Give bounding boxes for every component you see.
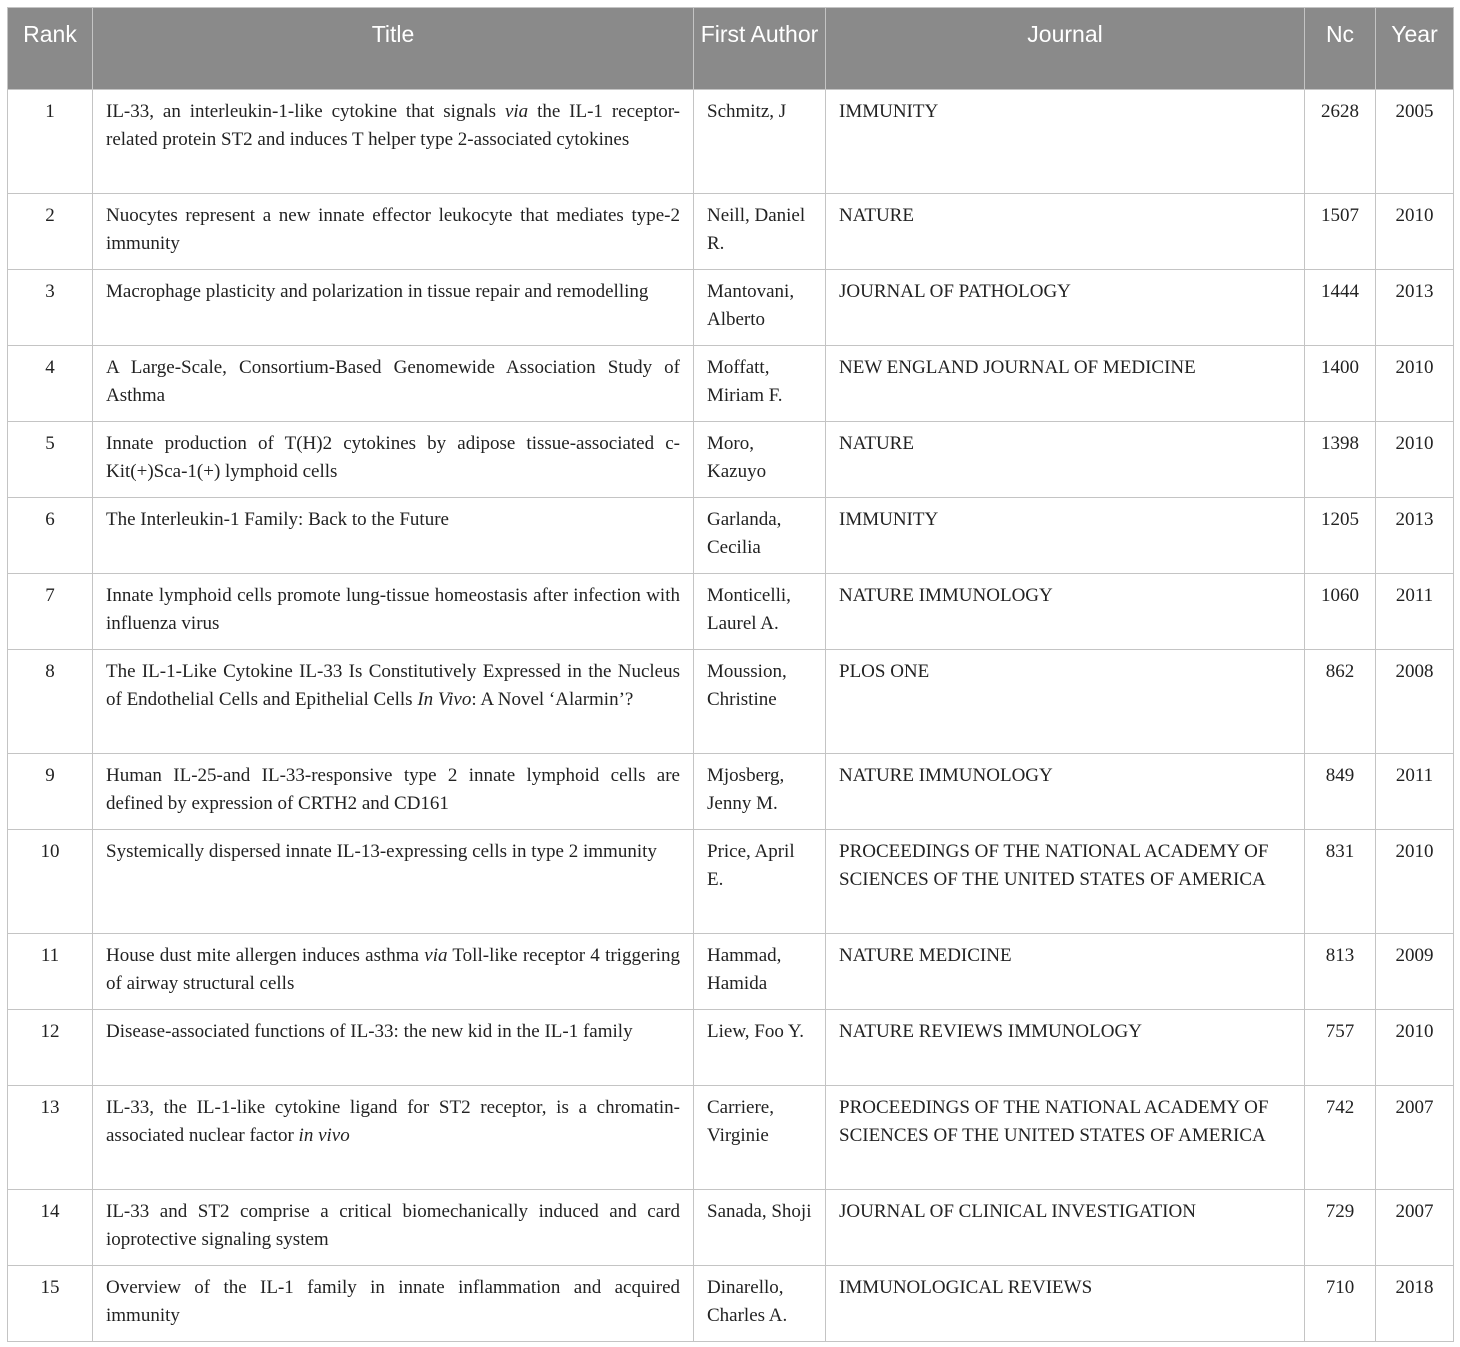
- cell-title: [93, 754, 694, 830]
- cell-nc: 2628: [1305, 90, 1376, 194]
- title-segment: Innate production of T(H)2 cytokines by adipose tissue-associated c-Kit(+)Sca-1(+) lymphoid cells: [106, 433, 680, 482]
- cell-rank: 2: [8, 194, 93, 270]
- cell-year: 2011: [1376, 754, 1454, 830]
- cell-first-author: Monticelli, Laurel A.: [694, 574, 826, 650]
- cell-first-author: Hammad, Hamida: [694, 934, 826, 1010]
- title-segment: the IL-1 receptor-related protein ST2 and induces T helper type 2-associated cytokines: [106, 101, 681, 150]
- cell-journal: NATURE: [826, 422, 1305, 498]
- cell-year: 2010: [1376, 830, 1454, 934]
- title-segment: : A Novel ‘Alarmin’?: [471, 689, 634, 710]
- table-row: [8, 1190, 1454, 1266]
- cell-nc: 813: [1305, 934, 1376, 1010]
- table-row: [8, 270, 1454, 346]
- title-segment: House dust mite allergen induces asthma: [106, 945, 425, 966]
- cell-year: 2007: [1376, 1190, 1454, 1266]
- cell-title: [93, 574, 694, 650]
- table-row: [8, 574, 1454, 650]
- table-body: [8, 90, 1454, 1342]
- table-row: [8, 346, 1454, 422]
- cell-year: 2010: [1376, 346, 1454, 422]
- citations-table: [7, 7, 1454, 1342]
- cell-title: [93, 650, 694, 754]
- cell-journal: JOURNAL OF PATHOLOGY: [826, 270, 1305, 346]
- table-row: [8, 650, 1454, 754]
- cell-rank: 11: [8, 934, 93, 1010]
- cell-rank: 3: [8, 270, 93, 346]
- cell-nc: 710: [1305, 1266, 1376, 1342]
- cell-journal: PROCEEDINGS OF THE NATIONAL ACADEMY OF SCIENCES OF THE UNITED STATES OF AMERICA: [826, 1086, 1305, 1190]
- cell-journal: IMMUNOLOGICAL REVIEWS: [826, 1266, 1305, 1342]
- cell-first-author: Dinarello, Charles A.: [694, 1266, 826, 1342]
- cell-year: 2018: [1376, 1266, 1454, 1342]
- cell-nc: 1400: [1305, 346, 1376, 422]
- table-row: [8, 90, 1454, 194]
- title-segment: Human IL-25-and IL-33-responsive type 2 innate lymphoid cells are defined by expression of CRTH2 and CD161: [106, 765, 680, 814]
- cell-title: [93, 270, 694, 346]
- cell-year: 2005: [1376, 90, 1454, 194]
- cell-journal: PROCEEDINGS OF THE NATIONAL ACADEMY OF SCIENCES OF THE UNITED STATES OF AMERICA: [826, 830, 1305, 934]
- cell-first-author: Mjosberg, Jenny M.: [694, 754, 826, 830]
- title-segment: Innate lymphoid cells promote lung-tissue homeostasis after infection with influenza virus: [106, 585, 680, 634]
- title-segment: The Interleukin-1 Family: Back to the Future: [106, 509, 449, 530]
- cell-nc: 1398: [1305, 422, 1376, 498]
- title-segment: Disease-associated functions of IL-33: the new kid in the IL-1 family: [106, 1021, 633, 1042]
- cell-rank: 5: [8, 422, 93, 498]
- cell-first-author: Moussion, Christine: [694, 650, 826, 754]
- cell-journal: NATURE REVIEWS IMMUNOLOGY: [826, 1010, 1305, 1086]
- cell-nc: 1205: [1305, 498, 1376, 574]
- cell-title: [93, 422, 694, 498]
- cell-year: 2010: [1376, 1010, 1454, 1086]
- cell-nc: 742: [1305, 1086, 1376, 1190]
- table-row: [8, 422, 1454, 498]
- title-segment: Macrophage plasticity and polarization in tissue repair and remodelling: [106, 281, 649, 302]
- cell-title: [93, 346, 694, 422]
- cell-first-author: Schmitz, J: [694, 90, 826, 194]
- title-italic-segment: In Vivo: [417, 689, 472, 710]
- cell-title: [93, 1086, 694, 1190]
- cell-first-author: Mantovani, Alberto: [694, 270, 826, 346]
- cell-title: [93, 1190, 694, 1266]
- table-row: [8, 934, 1454, 1010]
- title-segment: Overview of the IL-1 family in innate inflammation and acquired immunity: [106, 1277, 680, 1326]
- cell-rank: 12: [8, 1010, 93, 1086]
- header-nc: Nc: [1305, 8, 1376, 90]
- cell-title: [93, 194, 694, 270]
- cell-title: [93, 498, 694, 574]
- cell-journal: PLOS ONE: [826, 650, 1305, 754]
- cell-first-author: Moffatt, Miriam F.: [694, 346, 826, 422]
- cell-rank: 10: [8, 830, 93, 934]
- title-segment: IL-33, an interleukin-1-like cytokine that signals: [106, 101, 505, 122]
- table-row: [8, 1086, 1454, 1190]
- cell-title: [93, 1266, 694, 1342]
- cell-first-author: Liew, Foo Y.: [694, 1010, 826, 1086]
- cell-rank: 8: [8, 650, 93, 754]
- cell-rank: 13: [8, 1086, 93, 1190]
- title-segment: IL-33 and ST2 comprise a critical biomechanically induced and card ioprotective signaling system: [106, 1201, 680, 1250]
- cell-nc: 1507: [1305, 194, 1376, 270]
- cell-nc: 862: [1305, 650, 1376, 754]
- cell-rank: 4: [8, 346, 93, 422]
- cell-nc: 757: [1305, 1010, 1376, 1086]
- title-segment: The IL-1-Like Cytokine IL-33 Is Constitutively Expressed in the Nucleus of Endothelial Cells and Epithelial Cells: [106, 661, 680, 710]
- cell-rank: 14: [8, 1190, 93, 1266]
- title-italic-segment: via: [424, 945, 448, 966]
- title-italic-segment: in vivo: [298, 1125, 350, 1146]
- cell-rank: 15: [8, 1266, 93, 1342]
- header-journal: Journal: [826, 8, 1305, 90]
- cell-first-author: Neill, Daniel R.: [694, 194, 826, 270]
- cell-nc: 831: [1305, 830, 1376, 934]
- cell-year: 2010: [1376, 422, 1454, 498]
- cell-journal: NATURE IMMUNOLOGY: [826, 754, 1305, 830]
- cell-year: 2009: [1376, 934, 1454, 1010]
- cell-rank: 1: [8, 90, 93, 194]
- cell-year: 2013: [1376, 498, 1454, 574]
- cell-year: 2007: [1376, 1086, 1454, 1190]
- cell-journal: NATURE: [826, 194, 1305, 270]
- cell-year: 2011: [1376, 574, 1454, 650]
- title-italic-segment: via: [504, 101, 529, 122]
- cell-first-author: Carriere, Virginie: [694, 1086, 826, 1190]
- cell-nc: 1060: [1305, 574, 1376, 650]
- table-row: [8, 830, 1454, 934]
- table-row: [8, 194, 1454, 270]
- table-row: [8, 498, 1454, 574]
- table-row: [8, 1010, 1454, 1086]
- cell-title: [93, 934, 694, 1010]
- cell-year: 2013: [1376, 270, 1454, 346]
- cell-journal: NATURE IMMUNOLOGY: [826, 574, 1305, 650]
- cell-journal: NEW ENGLAND JOURNAL OF MEDICINE: [826, 346, 1305, 422]
- header-rank: Rank: [8, 8, 93, 90]
- cell-year: 2008: [1376, 650, 1454, 754]
- cell-nc: 1444: [1305, 270, 1376, 346]
- cell-rank: 7: [8, 574, 93, 650]
- cell-year: 2010: [1376, 194, 1454, 270]
- header-year: Year: [1376, 8, 1454, 90]
- cell-nc: 849: [1305, 754, 1376, 830]
- cell-journal: NATURE MEDICINE: [826, 934, 1305, 1010]
- cell-title: [93, 90, 694, 194]
- cell-journal: IMMUNITY: [826, 90, 1305, 194]
- cell-journal: IMMUNITY: [826, 498, 1305, 574]
- title-segment: IL-33, the IL-1-like cytokine ligand for ST2 receptor, is a chromatin-associated nuclear factor: [106, 1097, 680, 1146]
- table-row: [8, 754, 1454, 830]
- cell-title: [93, 1010, 694, 1086]
- title-segment: Systemically dispersed innate IL-13-expressing cells in type 2 immunity: [106, 841, 657, 862]
- header-first-author: First Author: [694, 8, 826, 90]
- cell-first-author: Sanada, Shoji: [694, 1190, 826, 1266]
- table-row: [8, 1266, 1454, 1342]
- cell-first-author: Moro, Kazuyo: [694, 422, 826, 498]
- cell-title: [93, 830, 694, 934]
- header-title: Title: [93, 8, 694, 90]
- cell-first-author: Garlanda, Cecilia: [694, 498, 826, 574]
- title-segment: A Large-Scale, Consortium-Based Genomewide Association Study of Asthma: [106, 357, 680, 406]
- title-segment: Nuocytes represent a new innate effector leukocyte that mediates type-2 immunity: [106, 205, 680, 254]
- header-row: [8, 8, 1454, 90]
- cell-nc: 729: [1305, 1190, 1376, 1266]
- cell-rank: 6: [8, 498, 93, 574]
- cell-first-author: Price, April E.: [694, 830, 826, 934]
- cell-rank: 9: [8, 754, 93, 830]
- title-segment: Toll-like receptor 4 triggering of airway structural cells: [106, 945, 680, 994]
- cell-journal: JOURNAL OF CLINICAL INVESTIGATION: [826, 1190, 1305, 1266]
